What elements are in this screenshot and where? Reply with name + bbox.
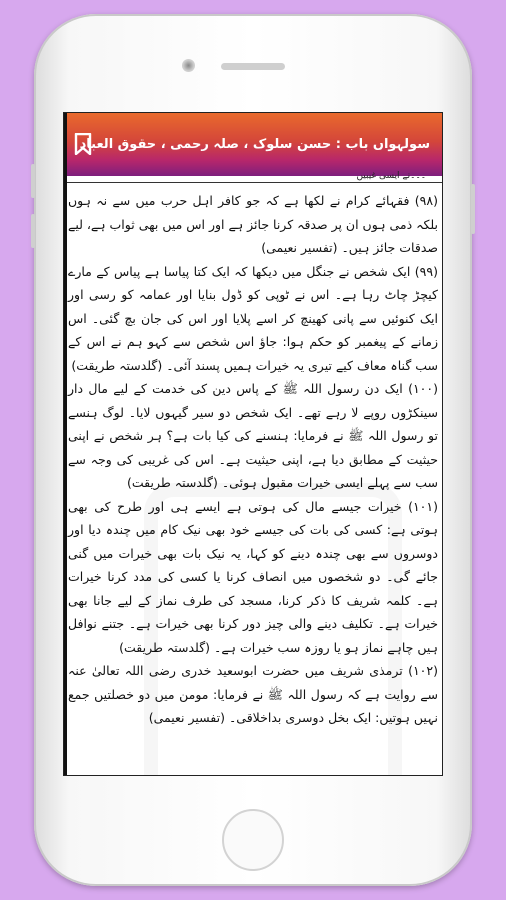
paragraph: (۱۰۲) ترمذی شریف میں حضرت ابوسعید خدری رضی اللہ تعالیٰ عنہ سے روایت ہے کہ رسول اللہ ﷺ نے فرمایا: مومن میں دو خصلتیں جمع نہیں ہوتیں: ایک بخل دوسری بداخلاقی۔ (تفسیر نعیمی) [68,663,438,725]
top-fragment: ۔۔۔نے ایسی غیبیں [356,171,426,181]
home-button[interactable] [222,809,284,871]
app-bar [64,113,442,176]
speaker-grill [221,63,285,70]
paragraph: (۹۸) فقہائے کرام نے لکھا ہے کہ جو کافر اہل حرب میں سے نہ ہوں بلکہ ذمی ہوں ان پر صدقہ کرنا جائز ہے اور اس میں بھی ثواب ہے، لیے صدقات جائز ہیں۔ (تفسیر نعیمی) [68,193,438,255]
chapter-title: سولہواں باب : حسن سلوک ، صلہ رحمی ، حقوق العباد [79,137,430,152]
volume-button [31,164,35,198]
previous-text-fragment [64,171,442,183]
power-button [471,184,475,234]
article-content[interactable] [64,183,442,730]
paragraph: (۹۹) ایک شخص نے جنگل میں دیکھا کہ ایک کتا پیاسا ہے پیاس کے مارے کیچڑ چاٹ رہا ہے۔ اس نے ٹوپی کو ڈول بنایا اور عمامہ کو رسی اور ایک کنوئیں سے پانی کھینچ کر اسے پلایا اور اس کی جان بچ گئی۔ اس زمانے کے پیغمبر کو حکم ہوا: جاؤ اس شخص سے کہو ہم نے اس کے سب گناہ معاف کیے تیری یہ خیرات ہمیں پسند آئی۔ (گلدستہ طریقت) [68,263,438,373]
scrollbar[interactable] [64,113,67,775]
bookmark-icon[interactable] [74,133,92,155]
app-screen [64,113,442,775]
paragraph: (۱۰۱) خیرات جیسے مال کی ہوتی ہے ایسے ہی اور طرح کی بھی ہوتی ہے: کسی کی بات کی جیسے خود بھی نیک کام میں چندہ دیا اور دوسروں سے بھی چندہ دینے کو کہا، یہ نیک بات بھی خیرات میں گنی جائے گی۔ دو شخصوں میں انصاف کرنا یا کسی کی مدد کرنا خیرات ہے۔ کلمہ شریف کا ذکر کرنا، مسجد کی طرف نماز کے لیے جانا بھی خیرات ہے۔ تکلیف دینے والی چیز دور کرنا بھی خیرات ہے۔ جتنے نوافل ہیں چاہے نماز ہو یا روزہ سب خیرات ہے۔ (گلدستہ طریقت) [68,498,438,655]
volume-button [31,214,35,248]
paragraph: (۱۰۰) ایک دن رسول اللہ ﷺ کے پاس دین کی خدمت کے لیے مال دار سینکڑوں روپے لا رہے تھے۔ ایک شخص دو سیر گیہوں لایا۔ لوگ ہنسے تو رسول اللہ ﷺ نے فرمایا: ہنسنے کی کیا بات ہے؟ ہر شخص نے اپنی حیثیت کے مطابق دیا ہے، اپنی حیثیت ہے۔ اس کی غریبی کی وجہ سے سب سے پہلے ایسی خیرات مقبول ہوئی۔ (گلدستہ طریقت) [68,381,438,490]
camera-icon [182,59,195,72]
